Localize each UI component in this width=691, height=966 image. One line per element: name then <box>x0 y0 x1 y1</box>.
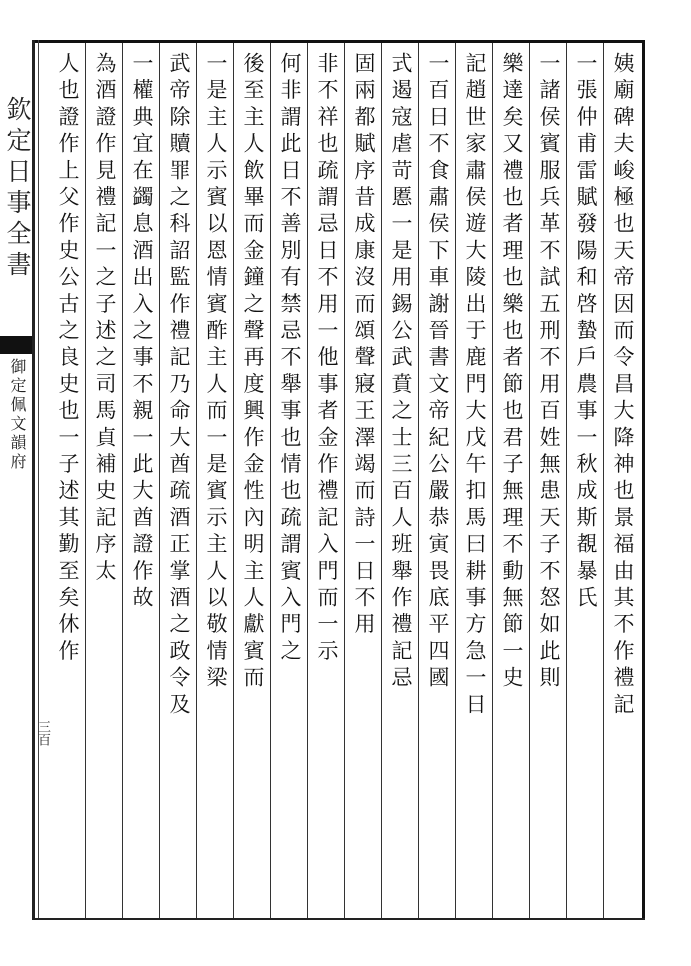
text-column-16: 人也證作上父作史公古之良史也一子述其勤至矣休作 <box>56 52 80 667</box>
text-column-5: 記趙世家肅侯遊大陵出于鹿門大戊午扣馬曰耕事方急一日 <box>463 52 487 720</box>
bottom-border <box>32 918 645 920</box>
book-title: 欽定日事全書 <box>3 96 32 282</box>
text-column-11: 後至主人飲畢而金鐘之聲再度興作金性內明主人獻賓而 <box>241 52 265 693</box>
text-column-9: 非不祥也疏謂忌日不用一他事者金作禮記入門而一示 <box>315 52 339 667</box>
text-column-14: 一權典宜在蠲息酒出入之事不親一此大酋證作故 <box>130 52 154 613</box>
fishtail-mark <box>0 336 32 354</box>
text-column-6: 一百日不食肅侯下車謝晉書文帝紀公嚴恭寅畏底平四國 <box>426 52 450 693</box>
top-border <box>32 40 645 43</box>
page-number: 三百 <box>35 720 50 746</box>
text-column-4: 樂達矣又禮也者理也樂也者節也君子無理不動無節一史 <box>500 52 524 693</box>
text-column-15: 為酒證作見禮記一之子述之司馬貞補史記序太 <box>93 52 117 586</box>
text-column-10: 何非謂此日不善別有禁忌不舉事也情也疏謂賓入門之 <box>278 52 302 667</box>
book-subtitle: 御定佩文韻府 <box>8 358 27 472</box>
left-border <box>32 40 35 920</box>
text-column-12: 一是主人示賓以恩情賓酢主人而一是賓示主人以敬情梁 <box>204 52 228 693</box>
text-column-3: 一諸侯賓服兵革不試五刑不用百姓無患天子不怒如此則 <box>537 52 561 693</box>
text-column-13: 武帝除贖罪之科詔監作禮記乃命大酋疏酒正掌酒之政令及 <box>167 52 191 720</box>
text-column-1: 姨廟碑夫峻極也天帝因而令昌大降神也景福由其不作禮記 <box>611 52 635 720</box>
page-margin <box>0 40 32 920</box>
text-column-7: 式遏寇虐苛慝一是用錫公武賁之士三百人班舉作禮記忌 <box>389 52 413 693</box>
text-column-2: 一張仲甫雷賦發陽和啓蟄戶農事一秋成斯覩暴氏 <box>574 52 598 613</box>
right-border <box>642 40 645 920</box>
left-border-inner <box>38 40 39 920</box>
text-column-8: 固兩都賦序昔成康沒而頌聲寢王澤竭而詩一日不用 <box>352 52 376 640</box>
